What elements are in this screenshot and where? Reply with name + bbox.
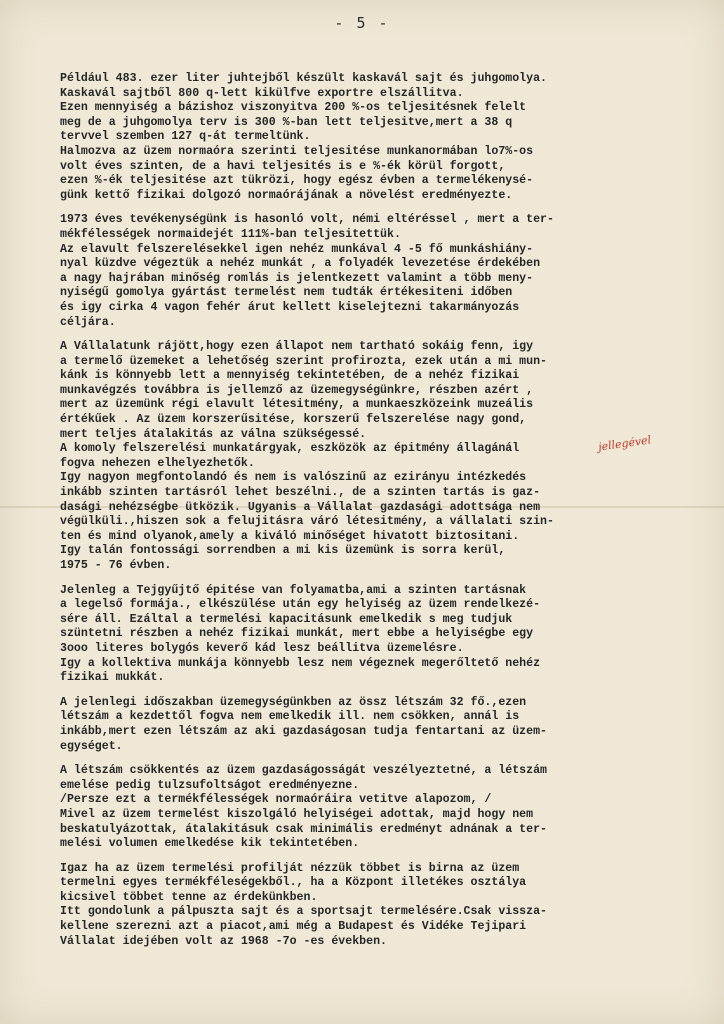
text-line: Itt gondolunk a pálpuszta sajt és a sportsajt termelésére.Csak vissza-	[60, 905, 548, 919]
text-line: mert teljes átalakitás az válna szükségessé.	[60, 427, 367, 441]
text-line: A létszám csökkentés az üzem gazdaságosságát veszélyeztetné, a létszám	[60, 764, 548, 778]
text-line: dasági nehézségbe ütközik. Ugyanis a Vállalat gazdasági adottsága nem	[60, 500, 541, 514]
text-line: mert az üzemünk régi elavult létesitmény, a munkaeszközeink muzeális	[60, 398, 534, 412]
text-line: A Vállalatunk rájött,hogy ezen állapot nem tartható sokáig fenn, igy	[60, 340, 534, 354]
text-line: mékfélességek normaidejét 111%-ban teljesitettük.	[60, 227, 401, 241]
text-line: szüntetni részben a nehéz fizikai munkát, mert ebbe a helyiségbe egy	[60, 627, 534, 641]
text-line: beskatulyázottak, átalakitásuk csak minimális eredményt adnának a ter-	[60, 822, 548, 836]
text-line: Kaskavál sajtből 800 q-lett kikülfve exportre elszállitva.	[60, 86, 464, 100]
text-line: Igaz ha az üzem termelési profilját nézzük többet is birna az üzem	[60, 861, 520, 875]
text-line: meg de a juhgomolya terv is 300 %-ban lett teljesitve,mert a 38 q	[60, 115, 513, 129]
text-line: létszám a kezdettől fogva nem emelkedik ill. nem csökken, annál is	[60, 710, 520, 724]
text-line: termelni egyes termékféleségekből., ha a Központ illetékes osztálya	[60, 876, 527, 890]
text-line: Halmozva az üzem normaóra szerinti teljesitése munkanormában lo7%-os	[60, 144, 534, 158]
text-line: nyal küzdve végeztük a nehéz munkát , a folyadék levezetése érdekében	[60, 257, 541, 271]
text-line: Igy a kollektiva munkája könnyebb lesz nem végeznek megerőltető nehéz	[60, 656, 541, 670]
text-line: és igy cirka 4 vagon fehér árut kellett kiselejtezni takarmányozás	[60, 300, 520, 314]
page-number: - 5 -	[334, 14, 390, 32]
text-line: nyiségű gomolya gyártást termelést nem tudták értékesiteni időben	[60, 286, 513, 300]
text-line: volt éves szinten, de a havi teljesités is e %-ék körül forgott,	[60, 159, 506, 173]
paragraph-p2	[60, 213, 708, 330]
paragraph-p6	[60, 764, 708, 852]
text-line: sére áll. Ezáltal a termelési kapacitásunk emelkedik s meg tudjuk	[60, 612, 513, 626]
text-line: melési volumen emelkedése kik tekintetében.	[60, 837, 360, 851]
text-line: günk kettő fizikai dolgozó normaórájának a növelést eredményezte.	[60, 188, 513, 202]
text-line: A jelenlegi időszakban üzemegységünkben az össz létszám 32 fő.,ezen	[60, 695, 527, 709]
text-line: tervvel szemben 127 q-át termeltünk.	[60, 130, 311, 144]
paragraph-p1	[60, 72, 708, 203]
text-line: kicsivel többet tenne az érdekünkben.	[60, 890, 318, 904]
text-line: fizikai mukkát.	[60, 671, 165, 685]
text-line: Vállalat idejében volt az 1968 -7o -es években.	[60, 934, 387, 948]
text-line: 1975 - 76 évben.	[60, 559, 172, 572]
text-line: inkább,mert ezen létszám az aki gazdaságosan tudja fentartani az üzem-	[60, 724, 548, 738]
text-line: céljára.	[60, 315, 116, 329]
text-line: Az elavult felszerelésekkel igen nehéz munkával 4 -5 fő munkáshiány-	[60, 242, 534, 256]
text-line: értékűek . Az üzem korszerűsitése, korszerű felszerelése nagy gond,	[60, 413, 527, 427]
text-line: 3ooo literes bolygós keverő kád lesz beállitva üzemelésre.	[60, 641, 464, 655]
typewritten-body	[60, 72, 708, 959]
text-line: kánk is könnyebb lett a mennyiség tekintetében, de a nehéz fizikai	[60, 369, 520, 383]
text-line: végülküli.,hiszen sok a felujitásra váró létesitmény, a vállalati szin-	[60, 515, 554, 529]
handwritten-margin-note: jellegével	[597, 433, 652, 454]
paragraph-p3	[60, 340, 708, 574]
text-line: Például 483. ezer liter juhtejből készült kaskavál sajt és juhgomolya.	[60, 72, 548, 85]
paragraph-p5	[60, 696, 708, 754]
text-line: ten és mind olyanok,amely a kiváló minőséget hivatott biztositani.	[60, 529, 520, 543]
text-line: egységet.	[60, 739, 123, 753]
text-line: Jelenleg a Tejgyűjtő épitése van folyamatba,ami a szinten tartásnak	[60, 583, 527, 597]
paragraph-p4	[60, 584, 708, 686]
text-line: inkább szinten tartásról lehet beszélni., de a szinten tartás is gaz-	[60, 486, 541, 500]
text-line: munkavégzés továbbra is jellemző az üzemegységünkre, részben azért ,	[60, 383, 534, 397]
text-line: Ezen mennyiség a bázishoz viszonyitva 200 %-os teljesitésnek felelt	[60, 101, 527, 115]
text-line: Igy talán fontossági sorrendben a mi kis üzemünk is sorra kerül,	[60, 544, 506, 558]
text-line: A komoly felszerelési munkatárgyak, eszközök az épitmény állagánál	[60, 442, 520, 456]
text-line: ezen %-ék teljesitése azt tükrözi, hogy egész évben a termelékenysé-	[60, 174, 534, 188]
text-line: emelése pedig tulzsufoltságot eredményezne.	[60, 778, 360, 792]
text-line: 1973 éves tevékenységünk is hasonló volt, némi eltéréssel , mert a ter-	[60, 213, 554, 227]
text-line: a legelső formája., elkészülése után egy helyiség az üzem rendelkezé-	[60, 598, 541, 612]
text-line: a termelő üzemeket a lehetőség szerint profirozta, ezek után a mi mun-	[60, 354, 548, 368]
text-line: Igy nagyon megfontolandó és nem is valószinű az ezirányu intézkedés	[60, 471, 527, 485]
text-line: fogva nehezen elhelyezhetők.	[60, 456, 255, 470]
text-line: /Persze ezt a termékfélességek normaóráira vetitve alapozom, /	[60, 793, 492, 807]
paragraph-p7	[60, 862, 708, 950]
text-line: a nagy hajrában minőség romlás is jelentkezett valamint a több meny-	[60, 271, 534, 285]
text-line: Mivel az üzem termelést kiszolgáló helyiségei adottak, majd hogy nem	[60, 807, 534, 821]
text-line: kellene szerezni azt a piacot,ami még a Budapest és Vidéke Tejipari	[60, 920, 527, 934]
